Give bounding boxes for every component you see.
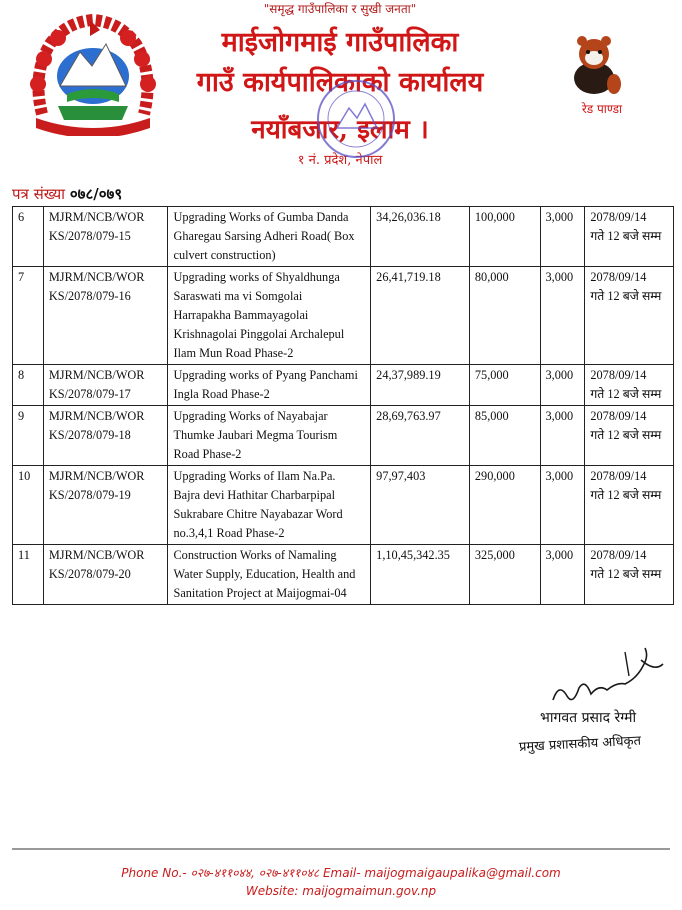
work-name-cell-line: Water Supply, Education, Health and — [173, 567, 356, 581]
bid-security-cell — [469, 545, 540, 605]
package-code-cell-line: KS/2078/079-16 — [48, 289, 131, 303]
document-fee-cell — [540, 207, 585, 267]
reference-label: पत्र संख्या — [12, 185, 66, 203]
work-name-cell — [168, 545, 371, 605]
serial-cell — [13, 545, 44, 605]
bid-security-cell-line: 75,000 — [474, 368, 509, 382]
package-code-cell — [43, 406, 168, 466]
document-fee-cell-line: 3,000 — [545, 270, 574, 284]
table-row — [13, 545, 674, 605]
package-code-cell-line: MJRM/NCB/WOR — [48, 409, 145, 423]
deadline-cell-line: 2078/09/14 — [590, 210, 647, 224]
cost-estimate-cell — [371, 545, 470, 605]
bid-security-cell — [469, 466, 540, 545]
package-code-cell — [43, 466, 168, 545]
red-panda-icon — [566, 32, 622, 96]
works-table — [12, 206, 674, 605]
deadline-cell-line: गते 12 बजे सम्म — [590, 488, 662, 502]
serial-cell — [13, 466, 44, 545]
package-code-cell-line: KS/2078/079-19 — [48, 488, 131, 502]
table-row — [13, 365, 674, 406]
serial-cell-line: 9 — [18, 409, 25, 423]
serial-cell — [13, 207, 44, 267]
package-code-cell — [43, 365, 168, 406]
work-name-cell-line: Upgrading Works of Nayabajar — [173, 409, 328, 423]
package-code-cell — [43, 267, 168, 365]
serial-cell-line: 10 — [18, 469, 31, 483]
serial-cell-line: 11 — [18, 548, 30, 562]
deadline-cell-line: गते 12 बजे सम्म — [590, 428, 662, 442]
bid-security-cell-line: 290,000 — [474, 469, 515, 483]
deadline-cell-line: 2078/09/14 — [590, 409, 647, 423]
work-name-cell-line: Harrapakha Bammayagolai — [173, 308, 309, 322]
work-name-cell-line: Thumke Jaubari Megma Tourism — [173, 428, 338, 442]
document-fee-cell-line: 3,000 — [545, 368, 574, 382]
serial-cell — [13, 267, 44, 365]
package-code-cell-line: KS/2078/079-20 — [48, 567, 131, 581]
cost-estimate-cell-line: 28,69,763.97 — [376, 409, 441, 423]
work-name-cell-line: Bajra devi Hathitar Charbarpipal — [173, 488, 335, 502]
deadline-cell — [585, 406, 674, 466]
signature-icon — [545, 638, 671, 714]
signatory-title: प्रमुख प्रशासकीय अधिकृत — [518, 733, 642, 755]
package-code-cell-line: MJRM/NCB/WOR — [48, 210, 145, 224]
serial-cell-line: 7 — [18, 270, 25, 284]
work-name-cell-line: Road Phase-2 — [173, 447, 242, 461]
deadline-cell — [585, 545, 674, 605]
bid-security-cell — [469, 406, 540, 466]
work-name-cell-line: Construction Works of Namaling — [173, 548, 337, 562]
table-row — [13, 267, 674, 365]
municipality-name: माईजोगमाई गाउँपालिका — [221, 27, 459, 58]
bid-security-cell-line: 85,000 — [474, 409, 509, 423]
document-fee-cell-line: 3,000 — [545, 469, 574, 483]
nepal-emblem-icon — [22, 14, 164, 136]
work-name-cell-line: Upgrading Works of Gumba Danda — [173, 210, 349, 224]
package-code-cell-line: MJRM/NCB/WOR — [48, 368, 145, 382]
work-name-cell-line: Upgrading works of Pyang Panchami — [173, 368, 358, 382]
deadline-cell-line: गते 12 बजे सम्म — [590, 289, 662, 303]
cost-estimate-cell — [371, 365, 470, 406]
deadline-cell-line: गते 12 बजे सम्म — [590, 229, 662, 243]
deadline-cell-line: गते 12 बजे सम्म — [590, 387, 662, 401]
package-code-cell-line: MJRM/NCB/WOR — [48, 469, 145, 483]
work-name-cell-line: Upgrading works of Shyaldhunga — [173, 270, 340, 284]
reference-number — [12, 184, 122, 204]
deadline-cell-line: 2078/09/14 — [590, 548, 647, 562]
document-fee-cell — [540, 545, 585, 605]
office-seal-icon — [315, 78, 397, 160]
document-fee-cell-line: 3,000 — [545, 409, 574, 423]
letterhead — [0, 0, 682, 180]
bid-security-cell — [469, 267, 540, 365]
signatory-name: भागवत प्रसाद रेग्मी — [540, 710, 637, 726]
work-name-cell-line: Ilam Mun Road Phase-2 — [173, 346, 294, 360]
document-fee-cell — [540, 267, 585, 365]
deadline-cell-line: 2078/09/14 — [590, 469, 647, 483]
package-code-cell-line: KS/2078/079-18 — [48, 428, 131, 442]
package-code-cell-line: KS/2078/079-15 — [48, 229, 131, 243]
table-row — [13, 406, 674, 466]
panda-caption: रेड पाण्डा — [581, 102, 623, 116]
serial-cell — [13, 406, 44, 466]
bid-security-cell — [469, 207, 540, 267]
work-name-cell-line: Sukrabare Chitre Nayabazar Word — [173, 507, 343, 521]
deadline-cell — [585, 267, 674, 365]
work-name-cell-line: Saraswati ma vi Somgolai — [173, 289, 303, 303]
bid-security-cell — [469, 365, 540, 406]
work-name-cell — [168, 466, 371, 545]
footer-contact: Phone No.- ०२७-४११०४४, ०२७-४११०४८ Email- maijogmaigaupalika@gmail.com — [121, 866, 561, 880]
work-name-cell-line: Upgrading Works of Ilam Na.Pa. — [173, 469, 336, 483]
table-row — [13, 207, 674, 267]
work-name-cell-line: Krishnagolai Pinggolai Archalepul — [173, 327, 345, 341]
bid-security-cell-line: 325,000 — [474, 548, 515, 562]
bid-security-cell-line: 100,000 — [474, 210, 515, 224]
serial-cell-line: 6 — [18, 210, 25, 224]
tagline: "समृद्ध गाउँपालिका र सुखी जनता" — [263, 2, 417, 16]
document-fee-cell — [540, 466, 585, 545]
work-name-cell — [168, 267, 371, 365]
deadline-cell-line: गते 12 बजे सम्म — [590, 567, 662, 581]
document-fee-cell — [540, 365, 585, 406]
deadline-cell — [585, 466, 674, 545]
office-location: नयाँबजार, इलाम । — [251, 115, 429, 145]
cost-estimate-cell-line: 34,26,036.18 — [376, 210, 441, 224]
cost-estimate-cell — [371, 267, 470, 365]
deadline-cell — [585, 365, 674, 406]
work-name-cell — [168, 406, 371, 466]
work-name-cell-line: culvert construction) — [173, 248, 276, 262]
footer-divider — [12, 848, 670, 850]
deadline-cell — [585, 207, 674, 267]
deadline-cell-line: 2078/09/14 — [590, 270, 647, 284]
serial-cell — [13, 365, 44, 406]
package-code-cell — [43, 207, 168, 267]
package-code-cell-line: MJRM/NCB/WOR — [48, 270, 145, 284]
document-fee-cell-line: 3,000 — [545, 210, 574, 224]
reference-value: ०७८/०७९ — [69, 185, 123, 203]
bid-security-cell-line: 80,000 — [474, 270, 509, 284]
work-name-cell — [168, 365, 371, 406]
work-name-cell-line: Ingla Road Phase-2 — [173, 387, 270, 401]
cost-estimate-cell — [371, 466, 470, 545]
cost-estimate-cell — [371, 406, 470, 466]
footer-website: Website: maijogmaimun.gov.np — [245, 884, 437, 898]
serial-cell-line: 8 — [18, 368, 25, 382]
cost-estimate-cell-line: 1,10,45,342.35 — [376, 548, 450, 562]
office-name: गाउँ कार्यपालिकाको कार्यालय — [196, 67, 484, 98]
document-fee-cell — [540, 406, 585, 466]
deadline-cell-line: 2078/09/14 — [590, 368, 647, 382]
cost-estimate-cell-line: 24,37,989.19 — [376, 368, 441, 382]
province-line: १ नं. प्रदेश, नेपाल — [297, 153, 383, 168]
work-name-cell-line: Sanitation Project at Maijogmai-04 — [173, 586, 347, 600]
document-fee-cell-line: 3,000 — [545, 548, 574, 562]
work-name-cell-line: no.3,4,1 Road Phase-2 — [173, 526, 285, 540]
package-code-cell-line: KS/2078/079-17 — [48, 387, 131, 401]
package-code-cell — [43, 545, 168, 605]
table-row — [13, 466, 674, 545]
work-name-cell-line: Gharegau Sarsing Adheri Road( Box — [173, 229, 355, 243]
cost-estimate-cell-line: 26,41,719.18 — [376, 270, 441, 284]
cost-estimate-cell — [371, 207, 470, 267]
cost-estimate-cell-line: 97,97,403 — [376, 469, 426, 483]
package-code-cell-line: MJRM/NCB/WOR — [48, 548, 145, 562]
work-name-cell — [168, 207, 371, 267]
